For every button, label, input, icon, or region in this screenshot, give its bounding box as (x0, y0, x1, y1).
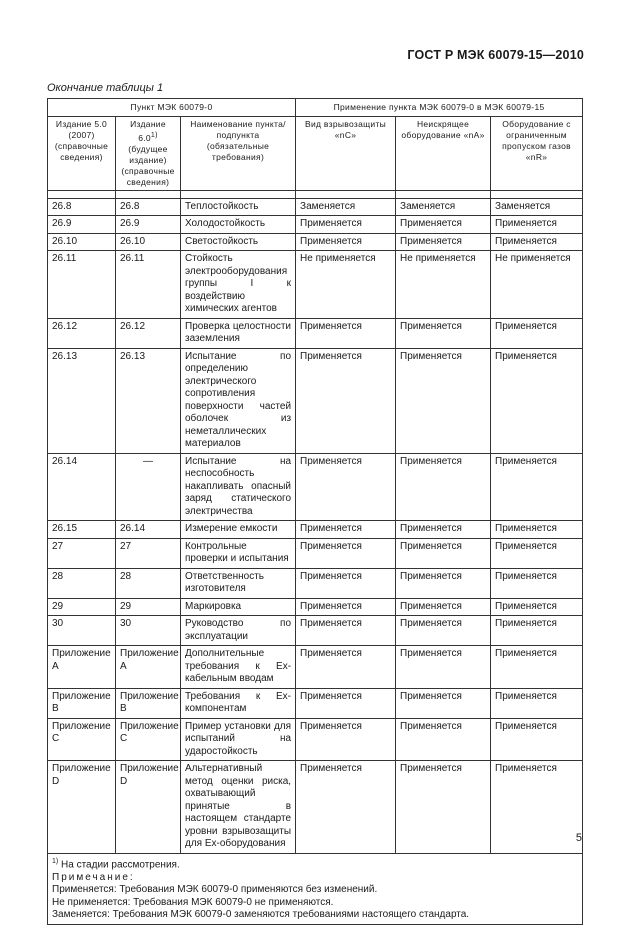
cell-na: Не применяется (396, 251, 491, 319)
cell-nc: Применяется (296, 688, 396, 718)
note-not-applies: Не применяется: Требования МЭК 60079-0 не применяются. (52, 896, 334, 908)
cell-na: Применяется (396, 348, 491, 453)
cell-na: Применяется (396, 233, 491, 251)
requirements-table (47, 98, 583, 925)
cell-clause-name: Маркировка (181, 598, 296, 616)
table-header-spacer (48, 190, 583, 198)
group-header-application: Применение пункта МЭК 60079-0 в МЭК 60079-15 (296, 99, 583, 117)
cell-na: Применяется (396, 688, 491, 718)
table-row (48, 233, 583, 251)
cell-clause-name: Испытание на неспособность накапливать опасный заряд статического электричества (181, 453, 296, 521)
cell-clause-name: Требования к Ex-компонентам (181, 688, 296, 718)
cell-nr: Применяется (491, 453, 583, 521)
cell-edition5: Приложение С (48, 718, 116, 761)
cell-clause-name: Руководство по эксплуатации (181, 616, 296, 646)
page-number: 5 (575, 832, 582, 844)
cell-nc: Применяется (296, 718, 396, 761)
cell-edition6: 30 (116, 616, 181, 646)
table-row (48, 598, 583, 616)
cell-nr: Применяется (491, 761, 583, 854)
cell-nr: Применяется (491, 568, 583, 598)
cell-nc: Применяется (296, 453, 396, 521)
cell-clause-name: Измерение емкости (181, 521, 296, 539)
cell-nr: Заменяется (491, 198, 583, 216)
table-row (48, 568, 583, 598)
cell-nc: Применяется (296, 568, 396, 598)
cell-edition5: 26.11 (48, 251, 116, 319)
cell-clause-name: Альтернативный метод оценки риска, охватывающий принятые в настоящем стандарте уровни взрывозащиты для Ex-оборудования (181, 761, 296, 854)
footnote-mark: 1) (52, 857, 59, 865)
table-caption: Окончание таблицы 1 (47, 82, 164, 94)
table-row (48, 251, 583, 319)
cell-edition5: Приложение А (48, 646, 116, 689)
cell-edition5: 26.9 (48, 216, 116, 234)
footnote-line (52, 856, 578, 872)
table-row (48, 688, 583, 718)
cell-edition6: 27 (116, 538, 181, 568)
cell-nr: Применяется (491, 598, 583, 616)
cell-edition5: 26.15 (48, 521, 116, 539)
column-header-edition6-title: Издание 6.0 (130, 119, 166, 143)
table-row (48, 538, 583, 568)
cell-edition5: Приложение В (48, 688, 116, 718)
cell-edition6: 26.11 (116, 251, 181, 319)
table-row (48, 646, 583, 689)
cell-edition6: 26.9 (116, 216, 181, 234)
cell-na: Применяется (396, 216, 491, 234)
cell-edition5: 28 (48, 568, 116, 598)
table-row (48, 318, 583, 348)
cell-edition6: 26.10 (116, 233, 181, 251)
table-notes-row (48, 853, 583, 924)
cell-edition6: 26.14 (116, 521, 181, 539)
cell-nc: Не применяется (296, 251, 396, 319)
cell-na: Применяется (396, 521, 491, 539)
footnote-marker: 1) (150, 131, 158, 139)
cell-nc: Заменяется (296, 198, 396, 216)
cell-na: Применяется (396, 598, 491, 616)
cell-nc: Применяется (296, 216, 396, 234)
cell-nr: Применяется (491, 688, 583, 718)
cell-edition6: Приложение В (116, 688, 181, 718)
cell-nr: Применяется (491, 646, 583, 689)
cell-clause-name: Испытание по определению электрического сопротивления поверхности частей оболочек из неметаллических материалов (181, 348, 296, 453)
cell-na: Применяется (396, 718, 491, 761)
cell-na: Применяется (396, 538, 491, 568)
column-header-edition6-sub: (будущее издание) (справочные сведения) (121, 143, 175, 187)
cell-nc: Применяется (296, 233, 396, 251)
cell-edition5: 30 (48, 616, 116, 646)
cell-nr: Применяется (491, 233, 583, 251)
cell-clause-name: Пример установки для испытаний на ударостойкость (181, 718, 296, 761)
cell-edition6: 28 (116, 568, 181, 598)
column-header-nc: Вид взрывозащиты «nC» (296, 117, 396, 191)
column-header-name: Наименование пункта/подпункта (обязательные требования) (181, 117, 296, 191)
table-notes (48, 853, 583, 924)
table-row (48, 521, 583, 539)
table-row (48, 718, 583, 761)
cell-nc: Применяется (296, 318, 396, 348)
cell-edition5: 26.13 (48, 348, 116, 453)
cell-nr: Применяется (491, 538, 583, 568)
cell-edition6: Приложение А (116, 646, 181, 689)
footnote-text: На стадии рассмотрения. (61, 859, 180, 871)
note-applies: Применяется: Требования МЭК 60079-0 применяются без изменений. (52, 884, 378, 896)
column-header-edition6 (116, 117, 181, 191)
cell-edition6: 26.13 (116, 348, 181, 453)
cell-edition6: Приложение С (116, 718, 181, 761)
cell-clause-name: Дополнительные требования к Ex-кабельным вводам (181, 646, 296, 689)
table-row (48, 348, 583, 453)
table-column-header-row (48, 117, 583, 191)
note-replaced: Заменяется: Требования МЭК 60079-0 заменяются требованиями настоящего стандарта. (52, 909, 470, 921)
cell-nr: Применяется (491, 348, 583, 453)
table-row (48, 453, 583, 521)
cell-clause-name: Холодостойкость (181, 216, 296, 234)
column-header-na: Неискрящее оборудование «nA» (396, 117, 491, 191)
cell-clause-name: Контрольные проверки и испытания (181, 538, 296, 568)
cell-nr: Применяется (491, 718, 583, 761)
document-header: ГОСТ Р МЭК 60079-15—2010 (407, 48, 584, 62)
table-row (48, 616, 583, 646)
cell-nc: Применяется (296, 616, 396, 646)
column-header-nr: Оборудование с ограниченным пропуском газов «nR» (491, 117, 583, 191)
table-group-header-row (48, 99, 583, 117)
cell-na: Применяется (396, 646, 491, 689)
cell-na: Применяется (396, 616, 491, 646)
cell-clause-name: Светостойкость (181, 233, 296, 251)
cell-edition6: 26.8 (116, 198, 181, 216)
cell-clause-name: Ответственность изготовителя (181, 568, 296, 598)
cell-nc: Применяется (296, 521, 396, 539)
table-row (48, 216, 583, 234)
cell-edition5: 26.12 (48, 318, 116, 348)
cell-edition5: 29 (48, 598, 116, 616)
cell-edition6: 26.12 (116, 318, 181, 348)
cell-edition6: — (116, 453, 181, 521)
cell-edition5: 26.14 (48, 453, 116, 521)
cell-edition5: 26.10 (48, 233, 116, 251)
cell-nc: Применяется (296, 598, 396, 616)
table-row (48, 761, 583, 854)
cell-edition5: Приложение D (48, 761, 116, 854)
table-body (48, 198, 583, 853)
column-header-edition5: Издание 5.0 (2007) (справочные сведения) (48, 117, 116, 191)
cell-nr: Применяется (491, 216, 583, 234)
cell-clause-name: Проверка целостности заземления (181, 318, 296, 348)
cell-edition5: 27 (48, 538, 116, 568)
cell-nc: Применяется (296, 761, 396, 854)
cell-edition5: 26.8 (48, 198, 116, 216)
cell-nr: Применяется (491, 318, 583, 348)
cell-na: Применяется (396, 568, 491, 598)
cell-na: Применяется (396, 453, 491, 521)
cell-edition6: Приложение D (116, 761, 181, 854)
cell-nc: Применяется (296, 348, 396, 453)
cell-na: Применяется (396, 318, 491, 348)
cell-nc: Применяется (296, 646, 396, 689)
cell-na: Применяется (396, 761, 491, 854)
note-title: Примечание: (52, 871, 135, 883)
cell-clause-name: Стойкость электрооборудования группы I к воздействию химических агентов (181, 251, 296, 319)
group-header-clause: Пункт МЭК 60079-0 (48, 99, 296, 117)
cell-na: Заменяется (396, 198, 491, 216)
cell-nc: Применяется (296, 538, 396, 568)
cell-nr: Применяется (491, 616, 583, 646)
cell-clause-name: Теплостойкость (181, 198, 296, 216)
table-row (48, 198, 583, 216)
cell-nr: Применяется (491, 521, 583, 539)
cell-nr: Не применяется (491, 251, 583, 319)
cell-edition6: 29 (116, 598, 181, 616)
